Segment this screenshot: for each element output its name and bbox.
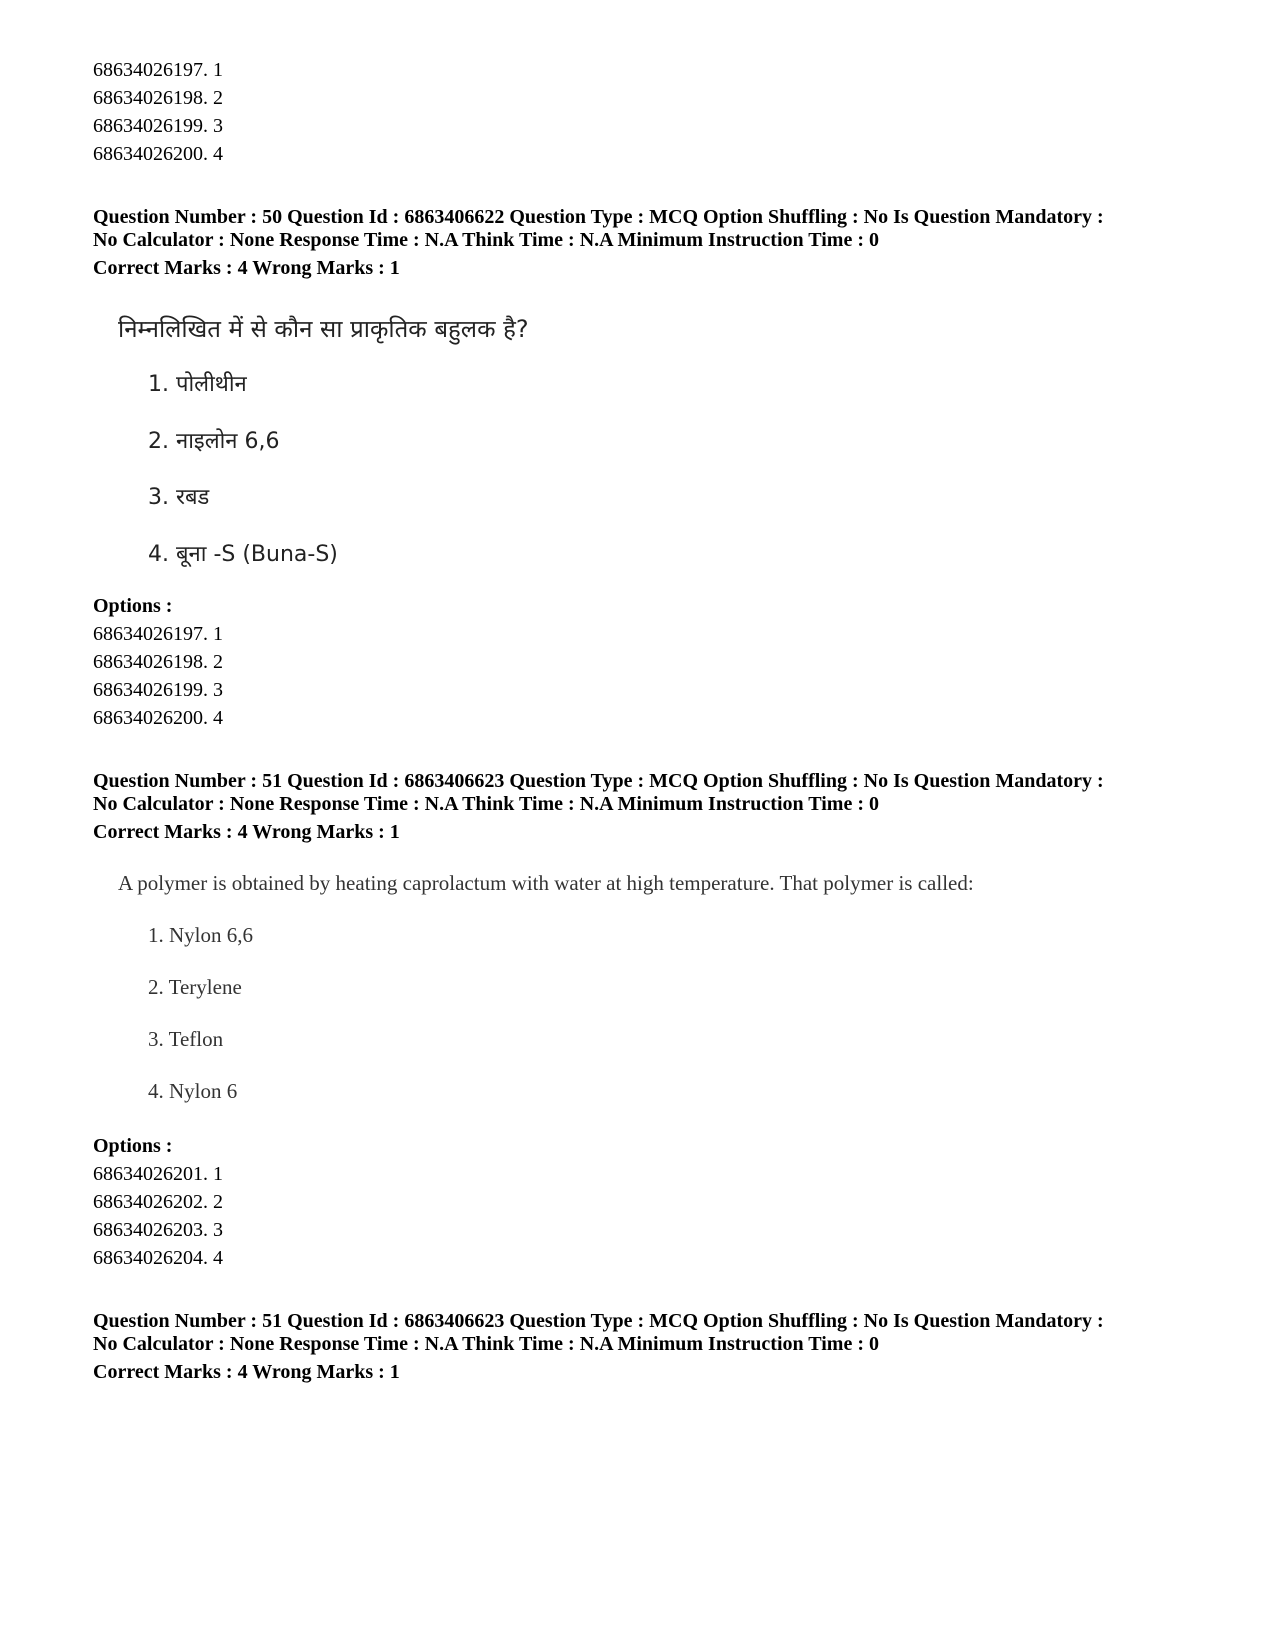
question-51-repeat-header-line2: No Calculator : None Response Time : N.A Think Time : N.A Minimum Instruction Time : 0 — [93, 1333, 879, 1355]
question-50-choice-2: 2. नाइलोन 6,6 — [148, 429, 280, 454]
option-line: 68634026197. 1 — [93, 59, 223, 81]
question-51-stem: A polymer is obtained by heating caprolactum with water at high temperature. That polymer is called: — [118, 871, 974, 895]
question-51-marks: Correct Marks : 4 Wrong Marks : 1 — [93, 821, 400, 843]
option-line: 68634026197. 1 — [93, 623, 223, 645]
question-50-options-label: Options : — [93, 595, 173, 617]
option-line: 68634026199. 3 — [93, 115, 223, 137]
question-50-marks: Correct Marks : 4 Wrong Marks : 1 — [93, 257, 400, 279]
question-50-choice-1: 1. पोलीथीन — [148, 372, 247, 397]
question-51-header-line1: Question Number : 51 Question Id : 6863406623 Question Type : MCQ Option Shuffling : No Is Question Mandatory : — [93, 770, 1104, 792]
question-51-choice-1: 1. Nylon 6,6 — [148, 923, 253, 947]
question-51-repeat-marks: Correct Marks : 4 Wrong Marks : 1 — [93, 1361, 400, 1383]
option-line: 68634026198. 2 — [93, 651, 223, 673]
option-line: 68634026202. 2 — [93, 1191, 223, 1213]
option-line: 68634026198. 2 — [93, 87, 223, 109]
question-51-repeat-header-line1: Question Number : 51 Question Id : 6863406623 Question Type : MCQ Option Shuffling : No Is Question Mandatory : — [93, 1310, 1104, 1332]
question-51-choice-3: 3. Teflon — [148, 1027, 224, 1051]
question-50-choice-3: 3. रबड — [148, 485, 210, 510]
question-51-choice-4: 4. Nylon 6 — [148, 1079, 238, 1103]
question-50-header-line1: Question Number : 50 Question Id : 6863406622 Question Type : MCQ Option Shuffling : No Is Question Mandatory : — [93, 206, 1104, 228]
option-line: 68634026200. 4 — [93, 143, 223, 165]
option-line: 68634026199. 3 — [93, 679, 223, 701]
question-51-header-line2: No Calculator : None Response Time : N.A Think Time : N.A Minimum Instruction Time : 0 — [93, 793, 879, 815]
question-50-header-line2: No Calculator : None Response Time : N.A Think Time : N.A Minimum Instruction Time : 0 — [93, 229, 879, 251]
option-line: 68634026201. 1 — [93, 1163, 223, 1185]
question-51-options-label: Options : — [93, 1135, 173, 1157]
question-50-stem: निम्नलिखित में से कौन सा प्राकृतिक बहुलक है? — [118, 315, 529, 343]
question-50-choice-4: 4. बूना -S (Buna-S) — [148, 542, 338, 567]
option-line: 68634026200. 4 — [93, 707, 223, 729]
question-51-choice-2: 2. Terylene — [148, 975, 242, 999]
option-line: 68634026204. 4 — [93, 1247, 223, 1269]
option-line: 68634026203. 3 — [93, 1219, 223, 1241]
